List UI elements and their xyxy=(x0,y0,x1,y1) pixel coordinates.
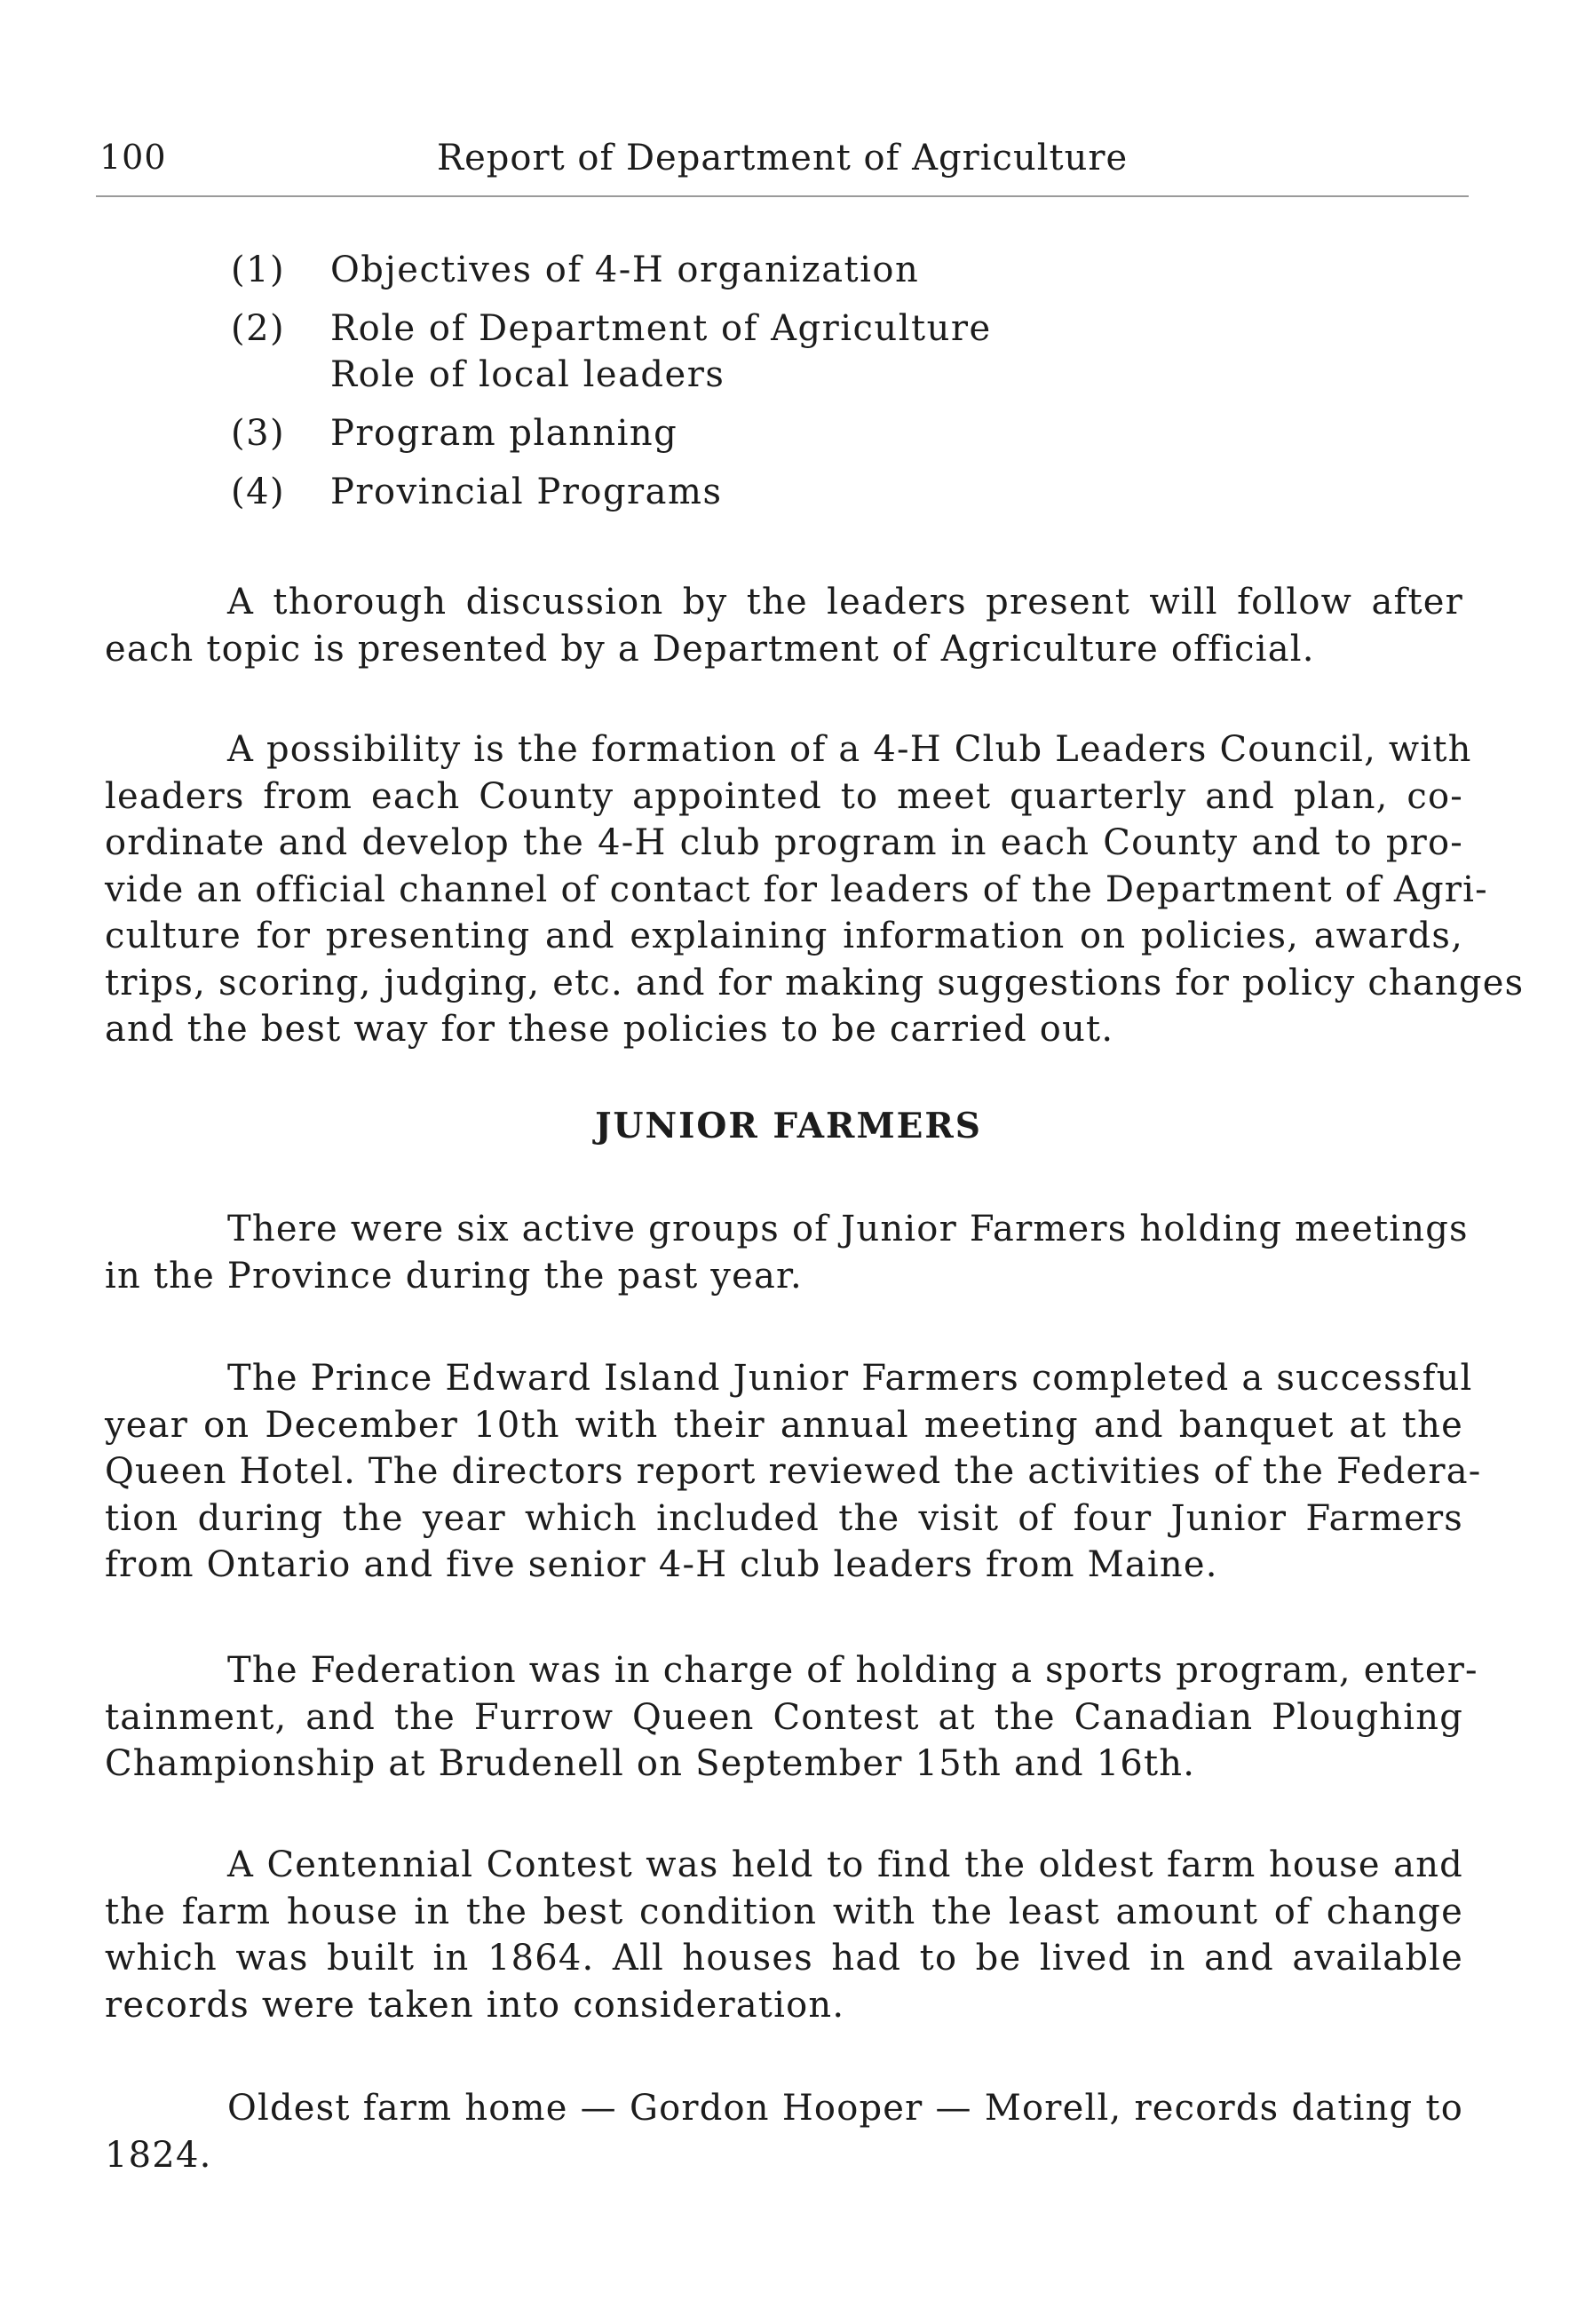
list-number: (1) xyxy=(231,250,286,290)
list-item-text: Objectives of 4-H organization xyxy=(330,250,920,290)
text-line: The Federation was in charge of holding a sports program, enter- xyxy=(227,1650,1478,1691)
paragraph-groups xyxy=(105,1206,1469,1299)
text-line: leaders from each County appointed to meet quarterly and plan, co- xyxy=(105,775,1463,817)
list-item xyxy=(231,305,1385,398)
text-line: A Centennial Contest was held to find the oldest farm house and xyxy=(227,1844,1463,1885)
list-item-text: Provincial Programs xyxy=(330,472,723,512)
list-item-text: Role of local leaders xyxy=(330,354,725,395)
list-item-text: Role of Department of Agriculture xyxy=(330,308,992,349)
list-item xyxy=(231,410,1385,456)
list-number: (3) xyxy=(231,413,286,454)
paragraph-discussion xyxy=(105,579,1463,672)
list-item xyxy=(231,247,1385,293)
text-line: each topic is presented by a Department of Agriculture official. xyxy=(105,628,1315,670)
list-number: (2) xyxy=(231,308,286,349)
text-line: trips, scoring, judging, etc. and for making suggestions for policy changes xyxy=(105,962,1525,1003)
text-line: tion during the year which included the visit of four Junior Farmers xyxy=(105,1497,1463,1539)
text-line: culture for presenting and explaining information on policies, awards, xyxy=(105,916,1463,956)
text-line: the farm house in the best condition with the least amount of change xyxy=(105,1891,1463,1932)
text-line: which was built in 1864. All houses had to be lived in and available xyxy=(105,1938,1463,1979)
text-line: from Ontario and five senior 4-H club leaders from Maine. xyxy=(105,1544,1218,1585)
list-item xyxy=(231,469,1385,515)
header-rule xyxy=(96,195,1469,197)
text-line: ordinate and develop the 4-H club program in each County and to pro- xyxy=(105,822,1463,863)
text-line: A possibility is the formation of a 4-H Club Leaders Council, with xyxy=(227,729,1472,770)
page-header xyxy=(99,138,1467,200)
text-line: A thorough discussion by the leaders present will follow after xyxy=(227,582,1463,623)
page-number: 100 xyxy=(99,138,167,177)
list-number: (4) xyxy=(231,472,286,512)
text-line: year on December 10th with their annual meeting and banquet at the xyxy=(105,1404,1463,1446)
paragraph-pei xyxy=(105,1355,1482,1589)
paragraph-oldest xyxy=(105,2085,1463,2178)
paragraph-federation xyxy=(105,1647,1478,1788)
paragraph-centennial xyxy=(105,1842,1463,2028)
topic-list xyxy=(231,247,1385,527)
paragraph-council xyxy=(105,726,1525,1053)
text-line: tainment, and the Furrow Queen Contest at the Canadian Ploughing xyxy=(105,1696,1463,1738)
text-line: Queen Hotel. The directors report reviewed the activities of the Federa- xyxy=(105,1451,1482,1492)
text-line: 1824. xyxy=(105,2134,212,2176)
text-line: in the Province during the past year. xyxy=(105,1255,803,1297)
text-line: vide an official channel of contact for leaders of the Department of Agri- xyxy=(105,869,1488,910)
text-line: records were taken into consideration. xyxy=(105,1984,845,2026)
section-heading: JUNIOR FARMERS xyxy=(595,1106,982,1146)
text-line: There were six active groups of Junior Farmers holding meetings xyxy=(227,1209,1469,1249)
list-item-text: Program planning xyxy=(330,413,678,454)
text-line: Championship at Brudenell on September 15th and 16th. xyxy=(105,1743,1196,1784)
text-line: and the best way for these policies to be carried out. xyxy=(105,1009,1114,1050)
running-title: Report of Department of Agriculture xyxy=(437,138,1129,178)
text-line: The Prince Edward Island Junior Farmers completed a successful xyxy=(227,1358,1473,1399)
text-line: Oldest farm home — Gordon Hooper — Morell, records dating to xyxy=(227,2088,1463,2129)
